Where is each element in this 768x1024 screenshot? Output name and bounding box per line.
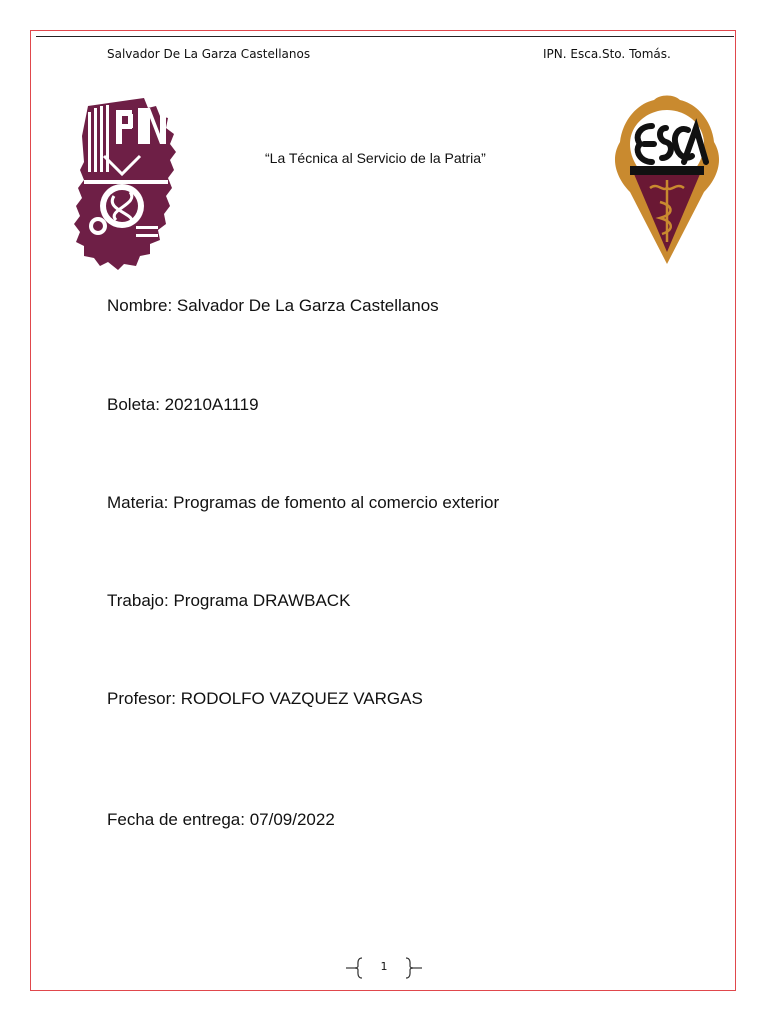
field-nombre: Nombre: Salvador De La Garza Castellanos <box>107 296 439 315</box>
field-trabajo: Trabajo: Programa DRAWBACK <box>107 591 351 610</box>
field-fecha-entrega: Fecha de entrega: 07/09/2022 <box>107 810 335 829</box>
header-author: Salvador De La Garza Castellanos <box>107 47 311 61</box>
header-rule <box>36 36 734 37</box>
esca-logo-icon <box>600 92 734 268</box>
field-boleta: Boleta: 20210A1119 <box>107 395 259 414</box>
field-profesor: Profesor: RODOLFO VAZQUEZ VARGAS <box>107 689 423 708</box>
field-materia: Materia: Programas de fomento al comercio exterior <box>107 493 500 512</box>
header-institution: IPN. Esca.Sto. Tomás. <box>543 47 671 61</box>
ipn-logo-icon <box>74 96 178 272</box>
page-number-footer <box>342 954 426 984</box>
page-number: 1 <box>380 960 388 973</box>
institution-motto: “La Técnica al Servicio de la Patria” <box>265 150 486 166</box>
